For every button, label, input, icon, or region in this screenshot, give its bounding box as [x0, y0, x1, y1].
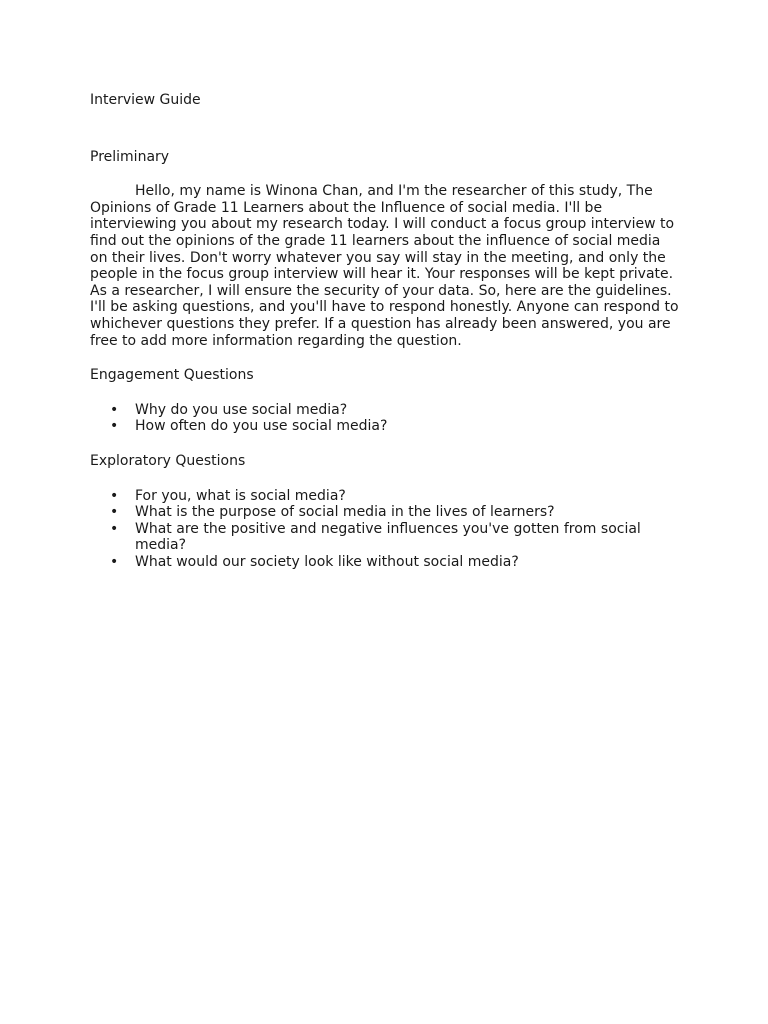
list-item [90, 402, 655, 419]
engagement-heading: Engagement Questions [90, 367, 254, 384]
question-text: What is the purpose of social media in the lives of learners? [135, 504, 555, 521]
list-item [90, 418, 655, 435]
bullet-icon: • [110, 487, 119, 504]
list-item [90, 521, 655, 554]
bullet-icon: • [110, 504, 119, 521]
bullet-icon: • [110, 418, 119, 435]
bullet-icon: • [110, 553, 119, 570]
question-text: Why do you use social media? [135, 401, 348, 418]
question-text: How often do you use social media? [135, 418, 388, 435]
preliminary-heading: Preliminary [90, 148, 170, 165]
list-item [90, 488, 655, 505]
list-item [90, 554, 655, 571]
exploratory-heading: Exploratory Questions [90, 452, 246, 469]
preliminary-paragraph: Hello, my name is Winona Chan, and I'm the researcher of this study, The Opinions of Grade 11 Learners about the Influence of social media. I'll be interviewing you about my research today. I will conduct a focus group interview to find out the opinions of the grade 11 learners about the influence of social media on their lives. Don't worry whatever you say will stay in the meeting, and only the people in the focus group interview will hear it. Your responses will be kept private. As a researcher, I will ensure the security of your data. So, here are the guidelines. I'll be asking questions, and you'll have to respond honestly. Anyone can respond to whichever questions they prefer. If a question has already been answered, you are free to add more information regarding the question. [90, 183, 679, 349]
question-text: For you, what is social media? [135, 487, 346, 504]
document-title: Interview Guide [90, 92, 201, 108]
exploratory-question-list [90, 488, 690, 571]
question-text: What are the positive and negative influences you've gotten from social media? [135, 520, 641, 554]
bullet-icon: • [110, 520, 119, 537]
engagement-question-list [90, 402, 690, 435]
question-text: What would our society look like without social media? [135, 553, 519, 570]
document-page [90, 92, 690, 570]
list-item [90, 504, 655, 521]
bullet-icon: • [110, 401, 119, 418]
